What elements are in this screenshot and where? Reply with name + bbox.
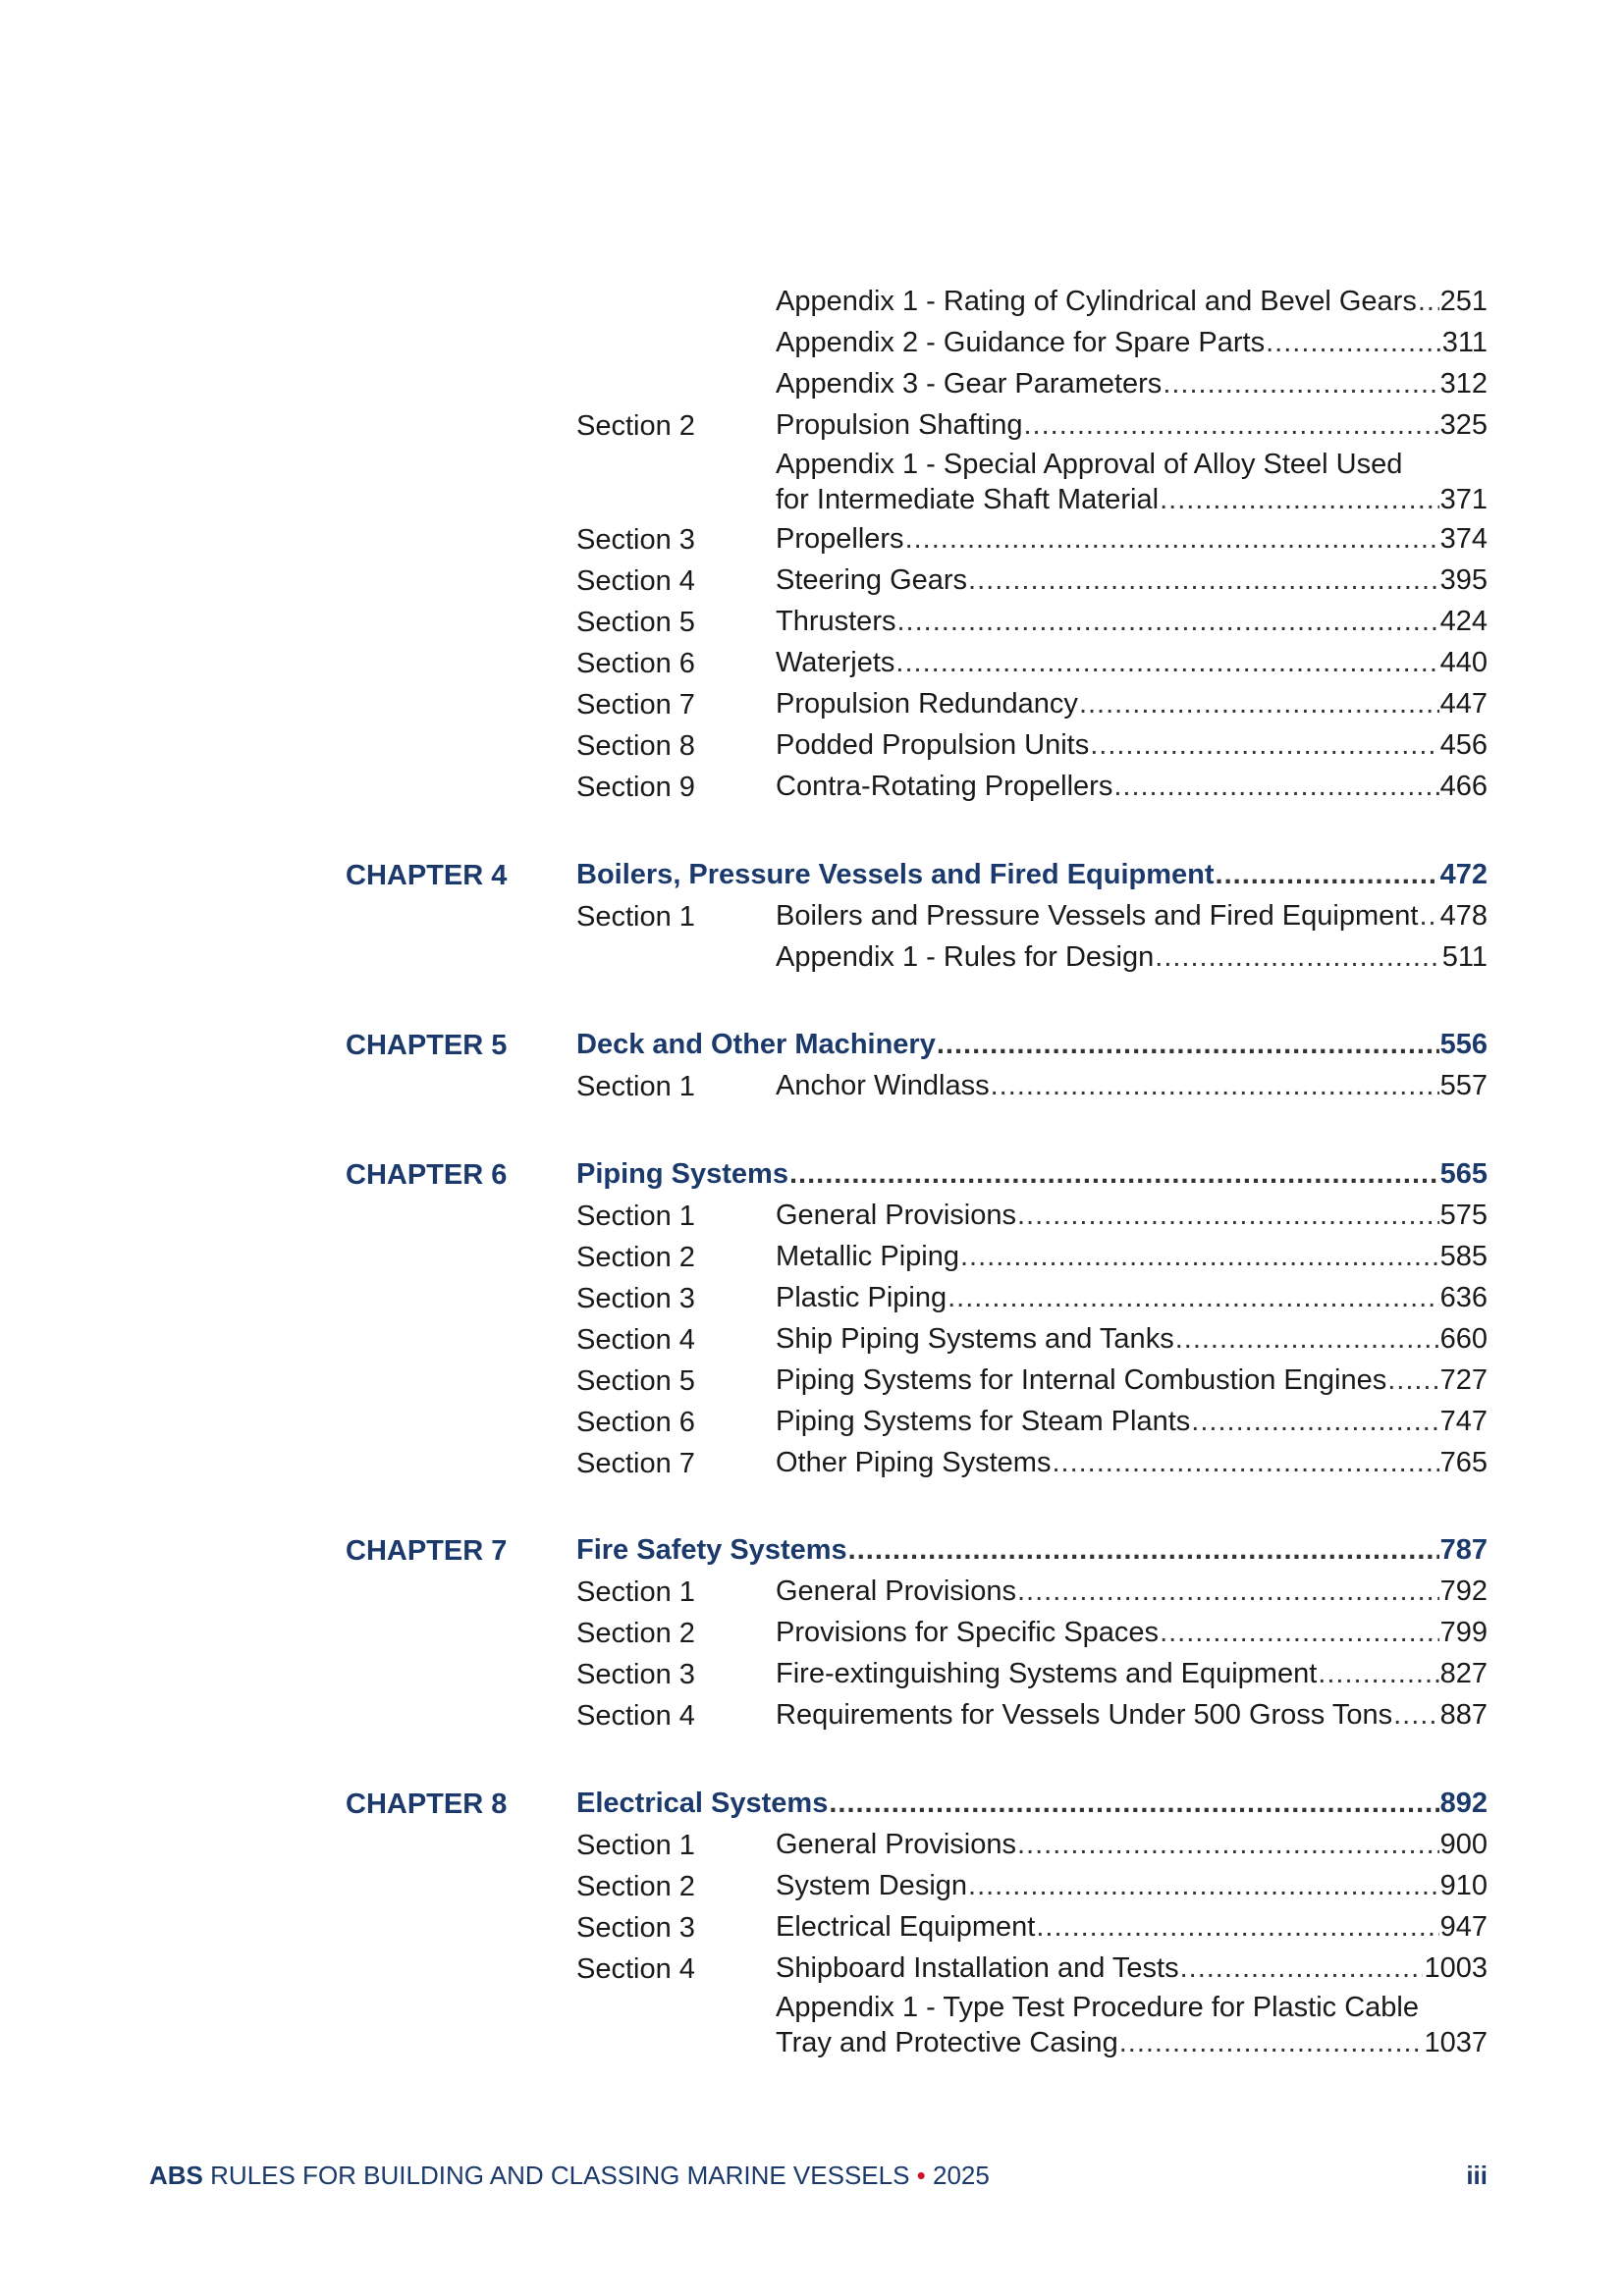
entry-title: General Provisions	[776, 1575, 1016, 1607]
leader-dots	[1387, 1362, 1438, 1399]
entry-page: 887	[1439, 1699, 1488, 1731]
leader-dots	[1155, 938, 1441, 976]
entry-page: 511	[1441, 941, 1488, 973]
entry-title: Appendix 1 - Rating of Cylindrical and Bevel Gears	[776, 286, 1417, 317]
entry-page: 311	[1441, 327, 1488, 358]
entry-page: 478	[1439, 900, 1488, 932]
leader-dots	[789, 1155, 1439, 1193]
entry-label: Section 3	[576, 1659, 695, 1690]
entry-title: Propulsion Shafting	[776, 409, 1023, 441]
toc-entry[interactable]	[0, 1655, 1624, 1694]
leader-dots	[937, 1026, 1439, 1063]
leader-dots	[1079, 685, 1439, 722]
leader-dots	[1163, 365, 1438, 402]
chapter-label: CHAPTER 7	[346, 1535, 508, 1567]
toc-entry[interactable]	[0, 365, 1624, 404]
entry-title-line1: Appendix 1 - Special Approval of Alloy Steel Used	[776, 449, 1403, 480]
entry-page: 447	[1439, 688, 1488, 720]
entry-label: Section 1	[576, 1071, 695, 1102]
leader-dots	[991, 1067, 1439, 1104]
leader-dots	[1175, 1320, 1439, 1358]
entry-label: Section 2	[576, 1871, 695, 1902]
entry-label: Section 5	[576, 1365, 695, 1397]
entry-title: Plastic Piping	[776, 1282, 947, 1313]
chapter-title: Boilers, Pressure Vessels and Fired Equipment	[576, 859, 1215, 890]
entry-title: Steering Gears	[776, 564, 968, 596]
entry-page: 456	[1439, 729, 1488, 761]
entry-label: Section 3	[576, 1283, 695, 1314]
leader-dots	[1160, 1614, 1439, 1651]
chapter-label: CHAPTER 8	[346, 1789, 508, 1820]
entry-title: General Provisions	[776, 1829, 1016, 1860]
entry-title: Waterjets	[776, 647, 895, 678]
entry-page: 374	[1439, 523, 1488, 555]
entry-page: 765	[1439, 1447, 1488, 1478]
entry-page: 395	[1439, 564, 1488, 596]
chapter-title: Deck and Other Machinery	[576, 1029, 936, 1060]
entry-label: Section 4	[576, 1700, 695, 1732]
entry-title: Contra-Rotating Propellers	[776, 771, 1113, 802]
chapter-title: Fire Safety Systems	[576, 1534, 847, 1566]
entry-page: 325	[1439, 409, 1488, 441]
entry-title: Appendix 2 - Guidance for Spare Parts	[776, 327, 1266, 358]
entry-page: 557	[1439, 1070, 1488, 1101]
entry-title: Propulsion Redundancy	[776, 688, 1078, 720]
toc-entry[interactable]	[0, 520, 1624, 560]
entry-label: Section 4	[576, 1953, 695, 1985]
toc-chapter-4[interactable]	[0, 856, 1624, 895]
entry-label: Section 1	[576, 1576, 695, 1608]
leader-dots	[1017, 1826, 1439, 1863]
toc-entry[interactable]	[0, 1991, 1624, 2065]
leader-dots	[1036, 1908, 1438, 1946]
entry-page: 585	[1439, 1241, 1488, 1272]
entry-label: Section 6	[576, 648, 695, 679]
leader-dots	[1419, 897, 1438, 934]
entry-title: Ship Piping Systems and Tanks	[776, 1323, 1174, 1355]
page-number: iii	[1466, 2161, 1488, 2190]
entry-title: Fire-extinguishing Systems and Equipment	[776, 1658, 1318, 1689]
entry-page: 312	[1439, 368, 1488, 400]
leader-dots	[1113, 768, 1438, 805]
leader-dots	[1024, 406, 1439, 444]
entry-label: Section 1	[576, 901, 695, 933]
entry-label: Section 3	[576, 524, 695, 556]
toc-entry[interactable]	[0, 1197, 1624, 1236]
entry-title: Provisions for Specific Spaces	[776, 1617, 1160, 1648]
toc-entry[interactable]	[0, 1279, 1624, 1318]
toc-entry[interactable]	[0, 283, 1624, 322]
entry-label: Section 3	[576, 1912, 695, 1944]
entry-title: Tray and Protective Casing	[776, 2027, 1118, 2058]
entry-label: Section 2	[576, 410, 695, 442]
entry-page: 660	[1439, 1323, 1488, 1355]
entry-page: 371	[1439, 484, 1488, 515]
chapter-page: 565	[1439, 1158, 1488, 1190]
entry-page: 575	[1439, 1200, 1488, 1231]
toc-chapter-6[interactable]	[0, 1155, 1624, 1195]
entry-page: 466	[1439, 771, 1488, 802]
entry-title: Piping Systems for Steam Plants	[776, 1406, 1191, 1437]
toc-entry[interactable]	[0, 1320, 1624, 1360]
entry-label: Section 1	[576, 1201, 695, 1232]
leader-dots	[1052, 1444, 1438, 1481]
toc-entry[interactable]	[0, 1238, 1624, 1277]
entry-label: Section 2	[576, 1618, 695, 1649]
toc-entry[interactable]	[0, 1067, 1624, 1106]
toc-entry[interactable]	[0, 1362, 1624, 1401]
entry-title: Boilers and Pressure Vessels and Fired Equipment	[776, 900, 1419, 932]
leader-dots	[1160, 481, 1439, 518]
toc-entry[interactable]	[0, 448, 1624, 522]
entry-label: Section 5	[576, 607, 695, 638]
toc-entry[interactable]	[0, 644, 1624, 683]
leader-dots	[896, 603, 1438, 640]
entry-label: Section 1	[576, 1830, 695, 1861]
toc-chapter-7[interactable]	[0, 1531, 1624, 1571]
entry-page: 251	[1439, 286, 1488, 317]
leader-dots	[1393, 1696, 1439, 1734]
entry-label: Section 4	[576, 565, 695, 597]
entry-page: 910	[1439, 1870, 1488, 1901]
toc-entry[interactable]	[0, 1949, 1624, 1989]
toc-entry[interactable]	[0, 324, 1624, 363]
chapter-title: Electrical Systems	[576, 1788, 829, 1819]
brand-logo-text: ABS	[149, 2161, 203, 2190]
toc-entry[interactable]	[0, 1573, 1624, 1612]
chapter-label: CHAPTER 4	[346, 860, 508, 891]
toc-entry[interactable]	[0, 897, 1624, 936]
leader-dots	[848, 1531, 1439, 1569]
toc-entry[interactable]	[0, 1867, 1624, 1906]
toc-entry[interactable]	[0, 1826, 1624, 1865]
entry-label: Section 4	[576, 1324, 695, 1356]
leader-dots	[1180, 1949, 1424, 1987]
footer-year: 2025	[933, 2161, 990, 2190]
entry-page: 1037	[1424, 2027, 1488, 2058]
leader-dots	[1216, 856, 1439, 893]
entry-page: 747	[1439, 1406, 1488, 1437]
chapter-title: Piping Systems	[576, 1158, 788, 1190]
entry-title: Metallic Piping	[776, 1241, 959, 1272]
entry-page: 1003	[1424, 1952, 1488, 1984]
page-footer	[149, 2156, 1488, 2195]
footer-bullet: •	[916, 2161, 926, 2190]
toc-entry[interactable]	[0, 406, 1624, 446]
entry-title: for Intermediate Shaft Material	[776, 484, 1160, 515]
entry-page: 827	[1439, 1658, 1488, 1689]
toc-entry[interactable]	[0, 768, 1624, 807]
entry-label: Section 8	[576, 730, 695, 762]
entry-title: Anchor Windlass	[776, 1070, 990, 1101]
footer-title: RULES FOR BUILDING AND CLASSING MARINE VESSELS	[210, 2161, 910, 2190]
toc-entry[interactable]	[0, 1444, 1624, 1483]
chapter-page: 787	[1439, 1534, 1488, 1566]
leader-dots	[1318, 1655, 1438, 1692]
entry-title: General Provisions	[776, 1200, 1016, 1231]
toc-entry[interactable]	[0, 561, 1624, 601]
entry-title-line1: Appendix 1 - Type Test Procedure for Plastic Cable	[776, 1992, 1420, 2023]
chapter-page: 556	[1439, 1029, 1488, 1060]
leader-dots	[947, 1279, 1439, 1316]
leader-dots	[895, 644, 1438, 681]
toc-entry[interactable]	[0, 1614, 1624, 1653]
chapter-label: CHAPTER 6	[346, 1159, 508, 1191]
leader-dots	[1090, 726, 1438, 764]
leader-dots	[968, 1867, 1439, 1904]
toc-entry[interactable]	[0, 1908, 1624, 1948]
entry-title: Electrical Equipment	[776, 1911, 1036, 1943]
entry-label: Section 7	[576, 689, 695, 721]
leader-dots	[960, 1238, 1439, 1275]
entry-title: Piping Systems for Internal Combustion Engines	[776, 1364, 1387, 1396]
entry-title: Propellers	[776, 523, 904, 555]
entry-page: 799	[1439, 1617, 1488, 1648]
leader-dots	[968, 561, 1439, 599]
entry-page: 636	[1439, 1282, 1488, 1313]
leader-dots	[1191, 1403, 1438, 1440]
toc-chapter-5[interactable]	[0, 1026, 1624, 1065]
toc-entry[interactable]	[0, 726, 1624, 766]
entry-title: Shipboard Installation and Tests	[776, 1952, 1179, 1984]
leader-dots	[1017, 1197, 1439, 1234]
toc-entry[interactable]	[0, 1696, 1624, 1735]
toc-entry[interactable]	[0, 685, 1624, 724]
entry-title: Appendix 3 - Gear Parameters	[776, 368, 1163, 400]
leader-dots	[1266, 324, 1441, 361]
toc-entry[interactable]	[0, 938, 1624, 978]
entry-title: System Design	[776, 1870, 968, 1901]
chapter-label: CHAPTER 5	[346, 1030, 508, 1061]
chapter-page: 892	[1439, 1788, 1488, 1819]
entry-page: 727	[1439, 1364, 1488, 1396]
toc-chapter-8[interactable]	[0, 1785, 1624, 1824]
leader-dots	[829, 1785, 1438, 1822]
entry-title: Thrusters	[776, 606, 896, 637]
toc-entry[interactable]	[0, 603, 1624, 642]
toc-entry[interactable]	[0, 1403, 1624, 1442]
entry-title: Appendix 1 - Rules for Design	[776, 941, 1155, 973]
leader-dots	[1017, 1573, 1439, 1610]
entry-page: 424	[1439, 606, 1488, 637]
entry-title: Podded Propulsion Units	[776, 729, 1090, 761]
entry-page: 947	[1439, 1911, 1488, 1943]
leader-dots	[1119, 2024, 1424, 2061]
entry-title: Requirements for Vessels Under 500 Gross Tons	[776, 1699, 1393, 1731]
entry-label: Section 7	[576, 1448, 695, 1479]
entry-label: Section 9	[576, 772, 695, 803]
entry-page: 440	[1439, 647, 1488, 678]
leader-dots	[905, 520, 1439, 558]
entry-label: Section 2	[576, 1242, 695, 1273]
leader-dots	[1418, 283, 1439, 320]
entry-label: Section 6	[576, 1407, 695, 1438]
entry-page: 792	[1439, 1575, 1488, 1607]
entry-title: Other Piping Systems	[776, 1447, 1052, 1478]
entry-page: 900	[1439, 1829, 1488, 1860]
chapter-page: 472	[1439, 859, 1488, 890]
